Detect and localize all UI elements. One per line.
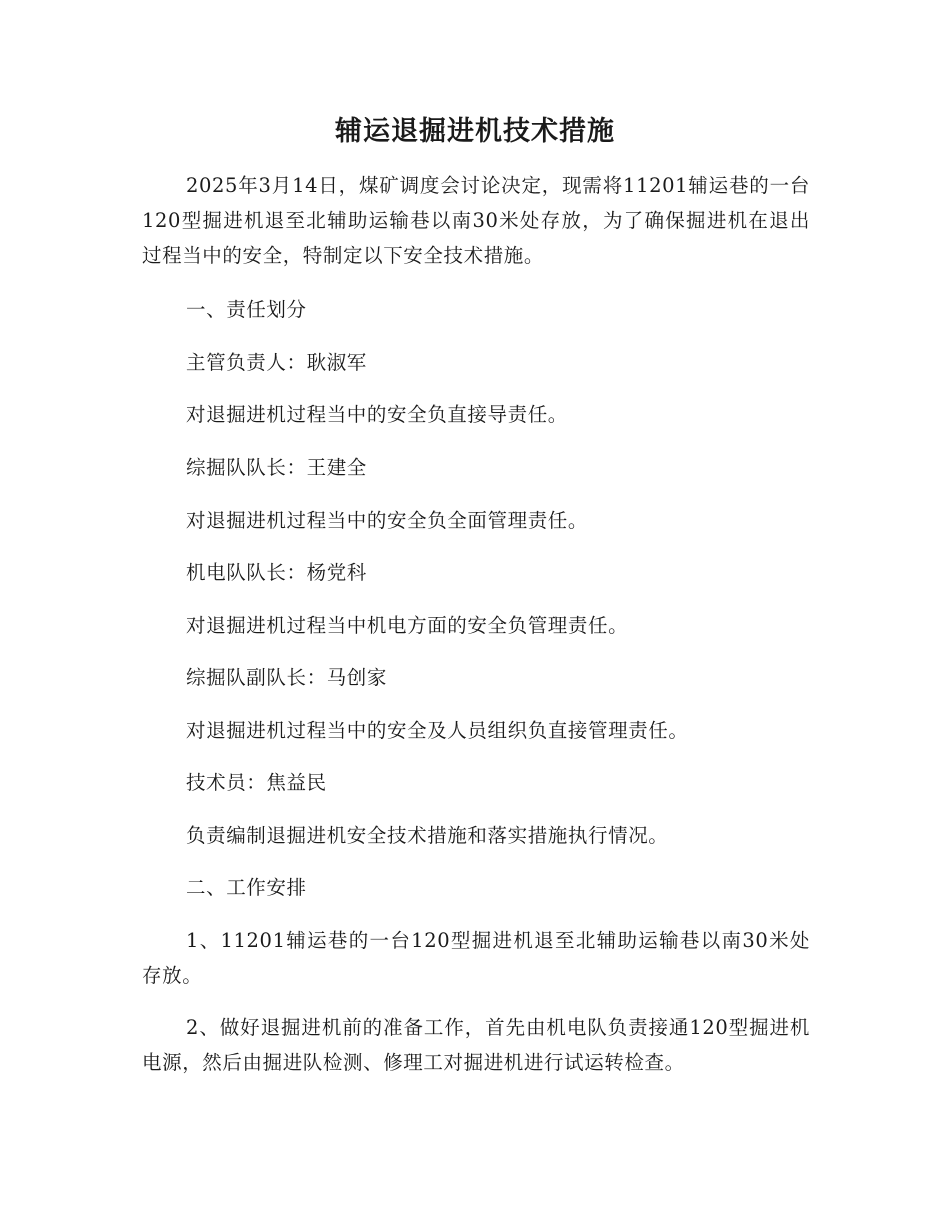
paragraph-item-2: 2、做好退掘进机前的准备工作，首先由机电队负责接通120型掘进机电源，然后由掘进队检测、修理工对掘进机进行试运转检查。	[142, 1016, 810, 1074]
paragraph-chief: 主管负责人：耿淑军	[186, 351, 367, 374]
paragraph-chief-duty: 对退掘进机过程当中的安全负直接导责任。	[186, 403, 568, 426]
section-heading-responsibility: 一、责任划分	[186, 298, 307, 321]
paragraph-deputy-leader-duty: 对退掘进机过程当中的安全及人员组织负直接管理责任。	[186, 719, 689, 742]
document-title: 辅运退掘进机技术措施	[335, 116, 615, 147]
paragraph-item-1: 1、11201辅运巷的一台120型掘进机退至北辅助运输巷以南30米处存放。	[142, 929, 810, 987]
paragraph-intro: 2025年3月14日，煤矿调度会讨论决定，现需将11201辅运巷的一台120型掘进机退至北辅助运输巷以南30米处存放，为了确保掘进机在退出过程当中的安全，特制定以下安全技术措施。	[142, 174, 810, 267]
paragraph-deputy-leader: 综掘队副队长：马创家	[186, 666, 388, 689]
paragraph-technician: 技术员：焦益民	[186, 771, 327, 794]
paragraph-technician-duty: 负责编制退掘进机安全技术措施和落实措施执行情况。	[186, 824, 669, 847]
paragraph-electro-leader-duty: 对退掘进机过程当中机电方面的安全负管理责任。	[186, 614, 629, 637]
paragraph-electro-leader: 机电队队长：杨党科	[186, 561, 367, 584]
paragraph-team-leader-duty: 对退掘进机过程当中的安全负全面管理责任。	[186, 509, 589, 532]
paragraph-team-leader: 综掘队队长：王建全	[186, 456, 367, 479]
section-heading-work-arrangement: 二、工作安排	[186, 876, 307, 899]
